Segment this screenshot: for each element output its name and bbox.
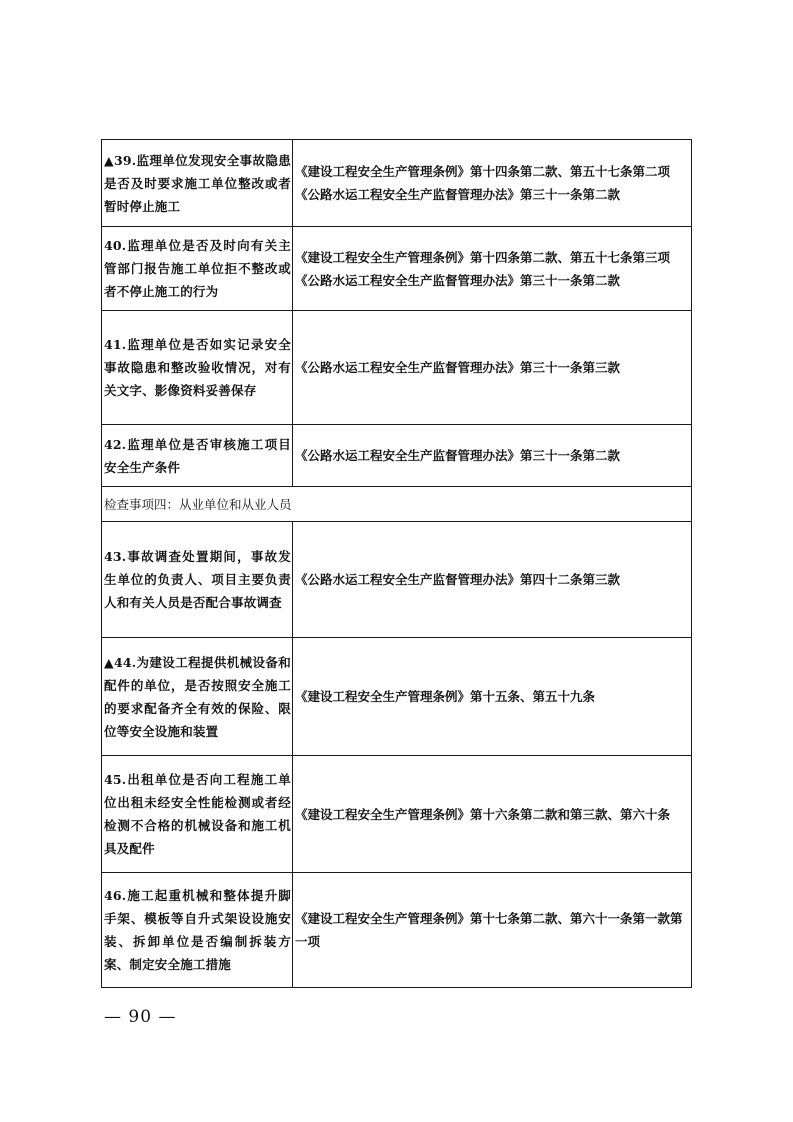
table-row — [102, 140, 692, 227]
check-item: ▲44.为建设工程提供机械设备和配件的单位，是否按照安全施工的要求配备齐全有效的保险、限位等安全设施和装置 — [102, 638, 293, 756]
check-item: 43.事故调查处置期间，事故发生单位的负责人、项目主要负责人和有关人员是否配合事故调查 — [102, 522, 293, 638]
table-row — [102, 873, 692, 988]
table-row — [102, 311, 692, 425]
check-item: 46.施工起重机械和整体提升脚手架、模板等自升式架设设施安装、拆卸单位是否编制拆装方案、制定安全施工措施 — [102, 873, 293, 988]
table-row — [102, 522, 692, 638]
table-row — [102, 756, 692, 873]
section-row — [102, 487, 692, 522]
basis-line: 《公路水运工程安全生产监督管理办法》第三十一条第二款 — [295, 448, 621, 463]
basis-line: 《公路水运工程安全生产监督管理办法》第三十一条第三款 — [295, 360, 621, 375]
basis-line: 《公路水运工程安全生产监督管理办法》第三十一条第二款 — [295, 187, 621, 202]
check-item: 40.监理单位是否及时向有关主管部门报告施工单位拒不整改或者不停止施工的行为 — [102, 227, 293, 311]
page-number: — 90 — — [104, 1007, 177, 1027]
check-item: 45.出租单位是否向工程施工单位出租未经安全性能检测或者经检测不合格的机械设备和施工机具及配件 — [102, 756, 293, 873]
legal-basis — [293, 756, 692, 873]
table-row — [102, 227, 692, 311]
legal-basis — [293, 638, 692, 756]
section-heading: 检查事项四：从业单位和从业人员 — [102, 487, 692, 522]
legal-basis — [293, 425, 692, 487]
table-row — [102, 638, 692, 756]
check-item: 42.监理单位是否审核施工项目安全生产条件 — [102, 425, 293, 487]
check-item: 41.监理单位是否如实记录安全事故隐患和整改验收情况，对有关文字、影像资料妥善保存 — [102, 311, 293, 425]
legal-basis — [293, 522, 692, 638]
basis-line: 《公路水运工程安全生产监督管理办法》第三十一条第二款 — [295, 272, 621, 288]
basis-line: 《建设工程安全生产管理条例》第十七条第二款、第六十一条第一款第一项 — [295, 911, 683, 949]
legal-basis — [293, 227, 692, 311]
inspection-table — [101, 139, 692, 988]
basis-line: 《建设工程安全生产管理条例》第十四条第二款、第五十七条第二项 — [295, 164, 671, 179]
legal-basis — [293, 873, 692, 988]
legal-basis — [293, 311, 692, 425]
table-row — [102, 425, 692, 487]
check-item: ▲39.监理单位发现安全事故隐患是否及时要求施工单位整改或者暂时停止施工 — [102, 140, 293, 227]
legal-basis — [293, 140, 692, 227]
basis-line: 《建设工程安全生产管理条例》第十六条第二款和第三款、第六十条 — [295, 806, 671, 822]
basis-line: 《公路水运工程安全生产监督管理办法》第四十二条第三款 — [295, 572, 621, 587]
basis-line: 《建设工程安全生产管理条例》第十五条、第五十九条 — [295, 689, 596, 704]
basis-line: 《建设工程安全生产管理条例》第十四条第二款、第五十七条第三项 — [295, 249, 671, 265]
